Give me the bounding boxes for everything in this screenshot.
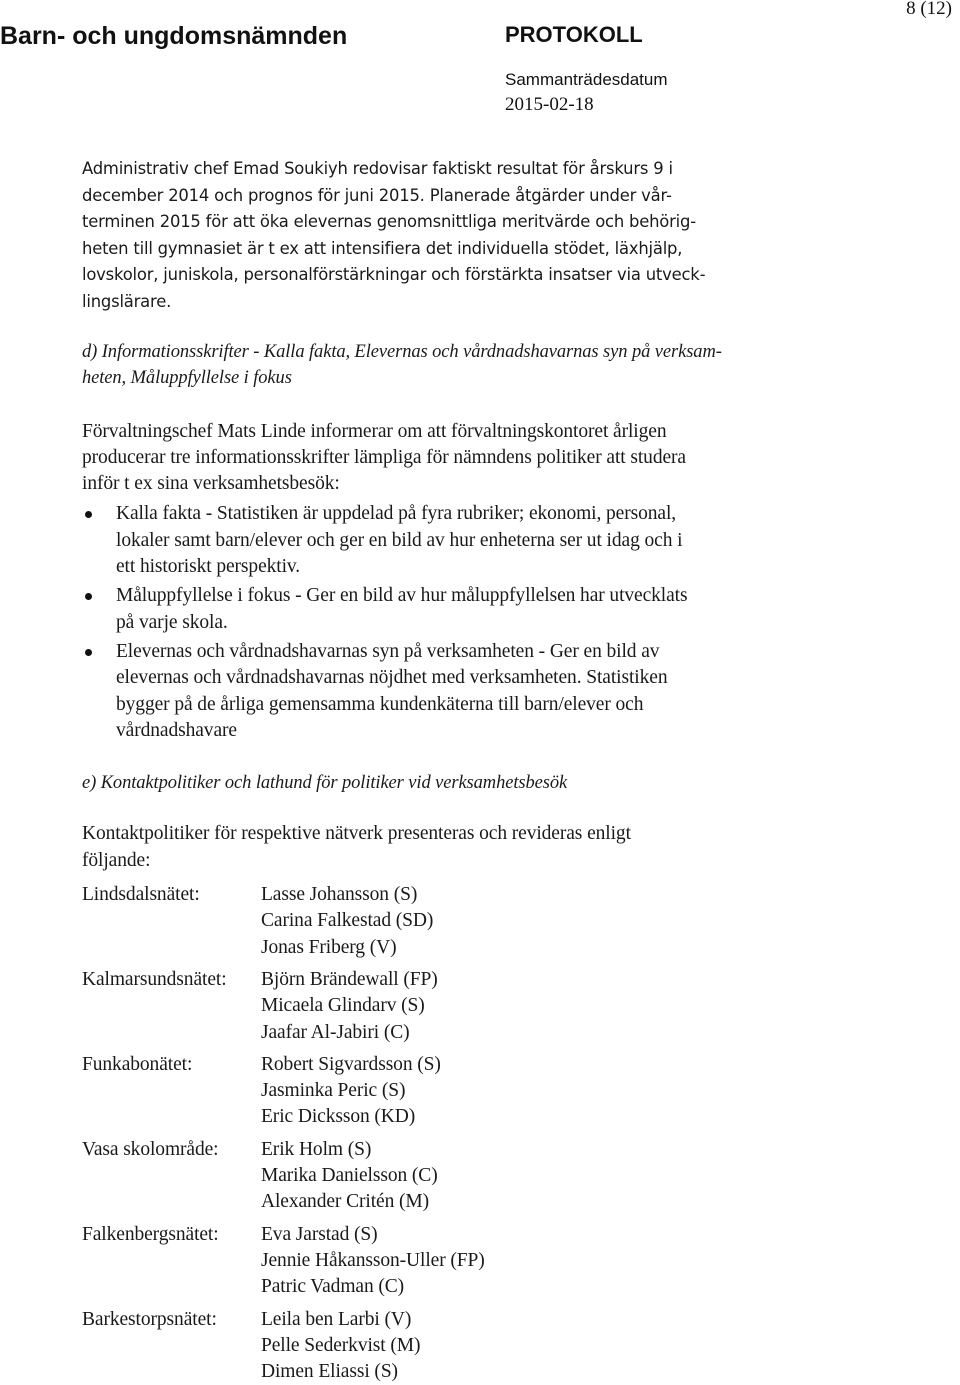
text-line: december 2014 och prognos för juni 2015. Planerade åtgärder under vår- <box>82 183 802 210</box>
member-name: Robert Sigvardsson (S) <box>261 1052 441 1078</box>
text-line: bygger på de årliga gemensamma kundenkäterna till barn/elever och <box>116 692 802 718</box>
member-name: Erik Holm (S) <box>261 1137 438 1163</box>
network-name: Funkabonätet: <box>82 1052 261 1131</box>
member-name: Eric Dicksson (KD) <box>261 1104 441 1130</box>
text-line: producerar tre informationsskrifter lämpliga för nämndens politiker att studera <box>82 445 802 471</box>
committee-name: Barn- och ungdomsnämnden <box>0 22 347 51</box>
network-members <box>261 882 433 961</box>
text-line: terminen 2015 för att öka elevernas genomsnittliga meritvärde och behörig- <box>82 209 802 236</box>
page-number: 8 (12) <box>906 0 952 20</box>
member-name: Jonas Friberg (V) <box>261 935 433 961</box>
text-line: Kalla fakta - Statistiken är uppdelad på fyra rubriker; ekonomi, personal, <box>116 501 802 527</box>
member-name: Jaafar Al-Jabiri (C) <box>261 1020 438 1046</box>
bullet-icon <box>85 593 92 600</box>
text-line: Måluppfyllelse i fokus - Ger en bild av hur måluppfyllelsen har utvecklats <box>116 583 802 609</box>
member-name: Dimen Eliassi (S) <box>261 1359 420 1385</box>
member-name: Marika Danielsson (C) <box>261 1163 438 1189</box>
section-d-intro <box>82 419 802 498</box>
network-members <box>261 1137 438 1216</box>
list-item <box>82 583 802 636</box>
member-name: Patric Vadman (C) <box>261 1274 485 1300</box>
text-line: Förvaltningschef Mats Linde informerar om att förvaltningskontoret årligen <box>82 419 802 445</box>
text-line: Kontaktpolitiker för respektive nätverk presenteras och revideras enligt <box>82 821 802 847</box>
network-members <box>261 1222 485 1301</box>
network-name: Vasa skolområde: <box>82 1137 261 1216</box>
text-line: elevernas och vårdnadshavarnas nöjdhet med verksamheten. Statistiken <box>116 665 802 691</box>
member-name: Jennie Håkansson-Uller (FP) <box>261 1248 485 1274</box>
network-group <box>82 967 782 1046</box>
text-line: Elevernas och vårdnadshavarnas syn på verksamheten - Ger en bild av <box>116 639 802 665</box>
network-name: Barkestorpsnätet: <box>82 1307 261 1385</box>
bullet-icon <box>85 649 92 656</box>
network-name: Falkenbergsnätet: <box>82 1222 261 1301</box>
text-line: på varje skola. <box>116 610 802 636</box>
network-group <box>82 1137 782 1216</box>
network-name: Kalmarsundsnätet: <box>82 967 261 1046</box>
text-line: heten till gymnasiet är t ex att intensifiera det individuella stödet, läxhjälp, <box>82 236 802 263</box>
network-group <box>82 882 782 961</box>
network-members <box>261 1307 420 1385</box>
document-body <box>82 156 802 1385</box>
member-name: Alexander Critén (M) <box>261 1189 438 1215</box>
intro-paragraph <box>82 156 802 315</box>
section-e-heading: e) Kontaktpolitiker och lathund för politiker vid verksamhetsbesök <box>82 770 802 796</box>
section-d-heading <box>82 339 802 392</box>
text-line: inför t ex sina verksamhetsbesök: <box>82 471 802 497</box>
text-line: lokaler samt barn/elever och ger en bild av hur enheterna ser ut idag och i <box>116 528 802 554</box>
member-name: Carina Falkestad (SD) <box>261 908 433 934</box>
document-type: PROTOKOLL <box>505 22 643 48</box>
text-line: vårdnadshavare <box>116 718 802 744</box>
contact-politicians-list <box>82 882 782 1385</box>
text-line: följande: <box>82 848 802 874</box>
network-members <box>261 967 438 1046</box>
heading-line: heten, Måluppfyllelse i fokus <box>82 365 802 391</box>
member-name: Leila ben Larbi (V) <box>261 1307 420 1333</box>
text-line: Administrativ chef Emad Soukiyh redovisar faktiskt resultat för årskurs 9 i <box>82 156 802 183</box>
network-group <box>82 1222 782 1301</box>
section-e-intro <box>82 821 802 874</box>
network-members <box>261 1052 441 1131</box>
member-name: Eva Jarstad (S) <box>261 1222 485 1248</box>
meeting-date-label: Sammanträdesdatum <box>505 70 668 90</box>
network-group <box>82 1307 782 1385</box>
network-group <box>82 1052 782 1131</box>
text-line: lingslärare. <box>82 289 802 316</box>
list-item <box>82 501 802 580</box>
heading-line: d) Informationsskrifter - Kalla fakta, Elevernas och vårdnadshavarnas syn på verksam- <box>82 339 802 365</box>
meeting-date: 2015-02-18 <box>505 94 594 116</box>
bullet-icon <box>85 511 92 518</box>
member-name: Micaela Glindarv (S) <box>261 993 438 1019</box>
info-publications-list <box>82 501 802 744</box>
text-line: ett historiskt perspektiv. <box>116 554 802 580</box>
member-name: Jasminka Peric (S) <box>261 1078 441 1104</box>
text-line: lovskolor, juniskola, personalförstärkningar och förstärkta insatser via utveck- <box>82 262 802 289</box>
network-name: Lindsdalsnätet: <box>82 882 261 961</box>
member-name: Björn Brändewall (FP) <box>261 967 438 993</box>
member-name: Pelle Sederkvist (M) <box>261 1333 420 1359</box>
member-name: Lasse Johansson (S) <box>261 882 433 908</box>
list-item <box>82 639 802 744</box>
